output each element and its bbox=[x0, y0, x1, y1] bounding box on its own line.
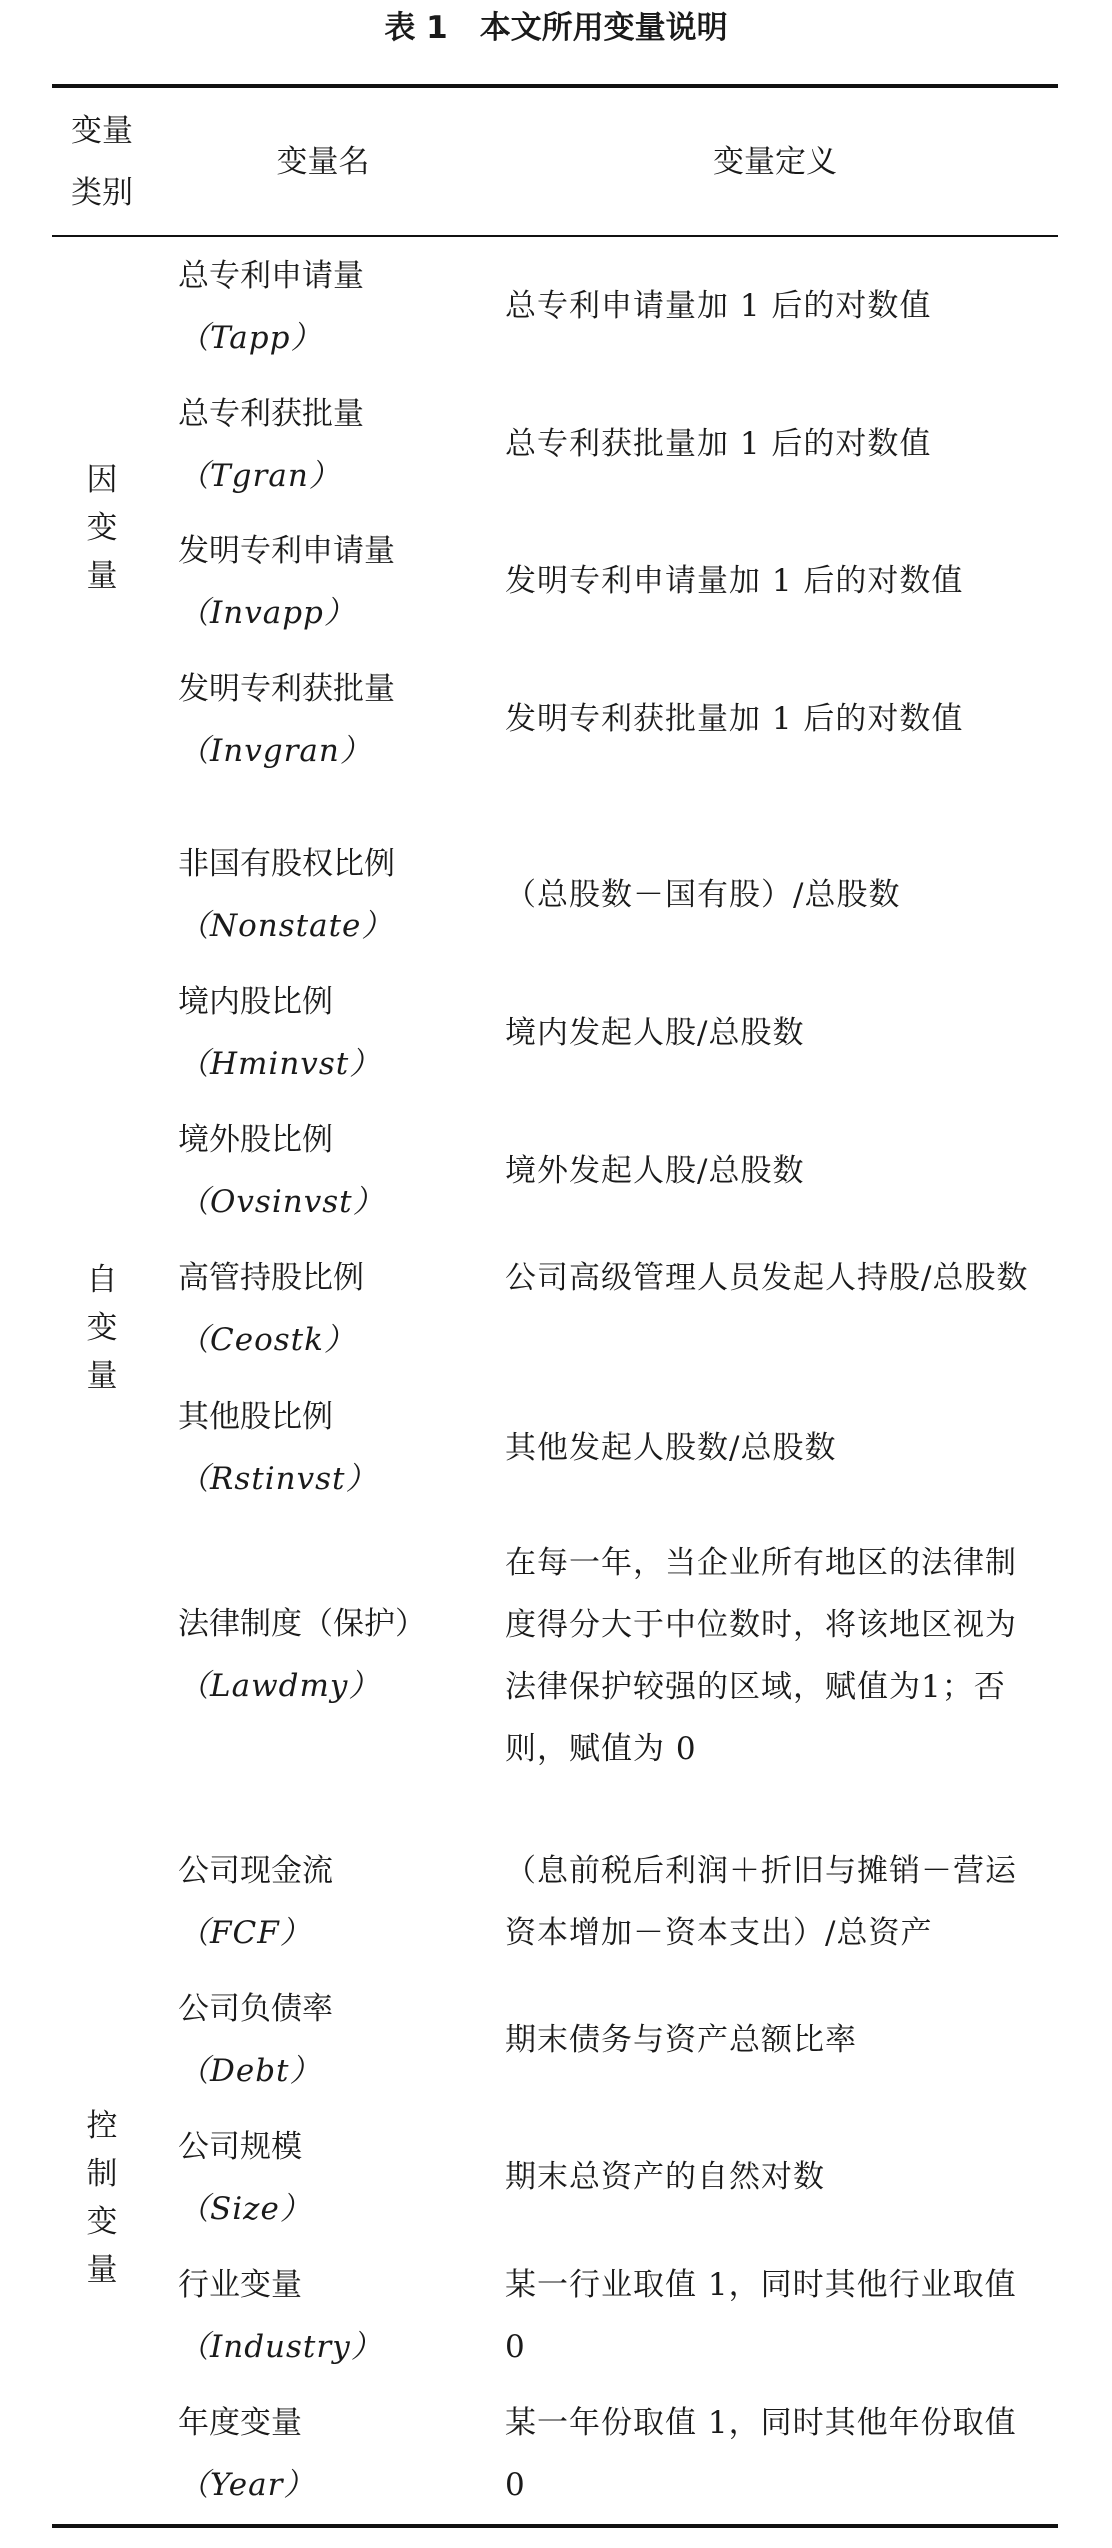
header-variable-name: 变量名 bbox=[276, 144, 370, 180]
variable-abbr: （Tgran） bbox=[178, 458, 341, 494]
header-category-line2: 类别 bbox=[71, 175, 133, 211]
variable-definition: 在每一年，当企业所有地区的法律制度得分大于中位数时，将该地区视为法律保护较强的区域，赋值为1；否则，赋值为 0 bbox=[505, 1545, 1017, 1767]
variable-definition: 总专利申请量加 1 后的对数值 bbox=[505, 288, 932, 324]
variable-definition: 发明专利获批量加 1 后的对数值 bbox=[505, 701, 964, 737]
table-title: 本文所用变量说明 bbox=[479, 10, 728, 46]
variable-definition: 某一年份取值 1，同时其他年份取值 0 bbox=[505, 2405, 1017, 2503]
bottom-rule bbox=[52, 2524, 1058, 2528]
variable-name: 发明专利获批量 （Invgran） bbox=[178, 658, 468, 782]
variable-definition: 境外发起人股/总股数 bbox=[505, 1153, 805, 1189]
variable-name: 高管持股比例 （Ceostk） bbox=[178, 1247, 468, 1371]
variable-name: 行业变量 （Industry） bbox=[178, 2254, 468, 2378]
table-caption bbox=[0, 4, 1112, 52]
variable-definition: 某一行业取值 1，同时其他行业取值 0 bbox=[505, 2267, 1017, 2365]
variable-abbr: （Debt） bbox=[178, 2053, 322, 2089]
variable-name: 非国有股权比例 （Nonstate） bbox=[178, 833, 468, 957]
variable-abbr: （Lawdmy） bbox=[178, 1668, 381, 1704]
variable-definition: （总股数－国有股）/总股数 bbox=[505, 877, 901, 913]
variable-abbr: （Invgran） bbox=[178, 733, 372, 769]
variable-abbr: （Ceostk） bbox=[178, 1322, 356, 1358]
variable-abbr: （Year） bbox=[178, 2467, 316, 2503]
category-independent: 自 变 量 bbox=[86, 1262, 118, 1394]
header-rule bbox=[52, 235, 1058, 237]
variable-name: 公司规模 （Size） bbox=[178, 2116, 468, 2240]
variable-name: 发明专利申请量 （Invapp） bbox=[178, 520, 468, 644]
variable-definition: 期末债务与资产总额比率 bbox=[505, 2022, 857, 2058]
table-number: 表 1 bbox=[384, 10, 448, 46]
variable-definition: 发明专利申请量加 1 后的对数值 bbox=[505, 563, 964, 599]
variable-abbr: （Size） bbox=[178, 2191, 312, 2227]
variable-abbr: （Tapp） bbox=[178, 320, 323, 356]
variable-name: 境内股比例 （Hminvst） bbox=[178, 971, 468, 1095]
variable-abbr: （Industry） bbox=[178, 2329, 383, 2365]
variable-name: 法律制度（保护） （Lawdmy） bbox=[178, 1593, 468, 1717]
variable-definition: 公司高级管理人员发起人持股/总股数 bbox=[505, 1260, 1029, 1296]
category-dependent: 因 变 量 bbox=[86, 462, 118, 594]
variable-definition: 总专利获批量加 1 后的对数值 bbox=[505, 426, 932, 462]
category-control: 控 制 变 量 bbox=[86, 2108, 118, 2288]
top-rule bbox=[52, 84, 1058, 88]
header-category bbox=[52, 100, 152, 224]
variable-abbr: （Hminvst） bbox=[178, 1046, 382, 1082]
variable-abbr: （FCF） bbox=[178, 1915, 312, 1951]
variable-abbr: （Invapp） bbox=[178, 595, 356, 631]
variable-abbr: （Ovsinvst） bbox=[178, 1184, 385, 1220]
variable-definition: 其他发起人股数/总股数 bbox=[505, 1430, 837, 1466]
header-variable-definition: 变量定义 bbox=[713, 144, 837, 180]
variable-name: 年度变量 （Year） bbox=[178, 2392, 468, 2516]
variable-name: 公司现金流 （FCF） bbox=[178, 1840, 468, 1964]
variable-name: 境外股比例 （Ovsinvst） bbox=[178, 1109, 468, 1233]
variable-name: 总专利申请量 （Tapp） bbox=[178, 245, 468, 369]
variable-name: 总专利获批量 （Tgran） bbox=[178, 383, 468, 507]
variable-abbr: （Rstinvst） bbox=[178, 1461, 378, 1497]
header-category-line1: 变量 bbox=[71, 113, 133, 149]
variable-abbr: （Nonstate） bbox=[178, 908, 394, 944]
variable-definition: 期末总资产的自然对数 bbox=[505, 2159, 825, 2195]
variable-definition: 境内发起人股/总股数 bbox=[505, 1015, 805, 1051]
variable-name: 公司负债率 （Debt） bbox=[178, 1978, 468, 2102]
variable-name: 其他股比例 （Rstinvst） bbox=[178, 1386, 468, 1510]
variable-definition: （息前税后利润＋折旧与摊销－营运资本增加－资本支出）/总资产 bbox=[505, 1853, 1017, 1951]
